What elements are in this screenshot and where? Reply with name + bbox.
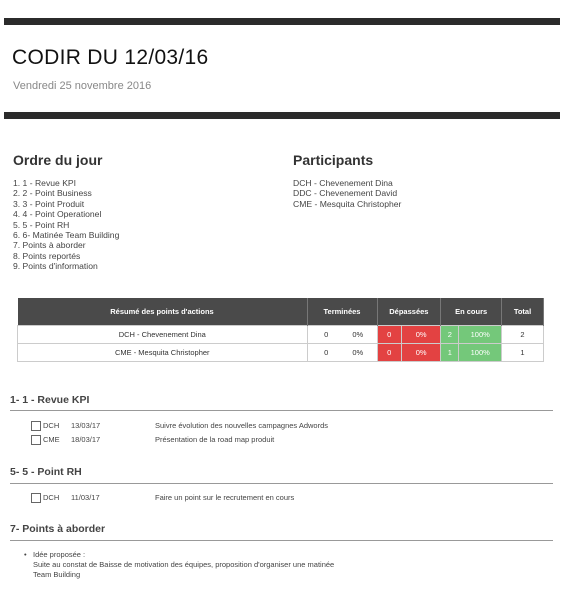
section-title: 5- 5 - Point RH bbox=[10, 466, 82, 478]
proposal-note bbox=[24, 550, 335, 580]
action-text: Faire un point sur le recrutement en cours bbox=[155, 493, 295, 502]
action-checkbox[interactable] bbox=[31, 493, 41, 503]
participant: DDC - Chevenement David bbox=[293, 188, 398, 199]
late-count: 0 bbox=[377, 344, 402, 362]
note-label: Idée proposée : bbox=[33, 550, 86, 559]
agenda-item: 5. 5 - Point RH bbox=[13, 219, 70, 230]
ongoing-pct: 100% bbox=[459, 344, 502, 362]
ongoing-pct: 100% bbox=[459, 326, 502, 344]
action-owner: CME bbox=[43, 435, 60, 444]
agenda-heading: Ordre du jour bbox=[13, 152, 103, 168]
participants-heading: Participants bbox=[293, 152, 374, 168]
total-cell: 1 bbox=[502, 344, 544, 362]
action-date: 11/03/17 bbox=[71, 493, 100, 502]
late-pct: 0% bbox=[402, 344, 441, 362]
action-owner: DCH bbox=[43, 421, 60, 430]
total-cell: 2 bbox=[502, 326, 544, 344]
participant: CME - Mesquita Christopher bbox=[293, 198, 402, 209]
action-text: Suivre évolution des nouvelles campagnes Adwords bbox=[155, 421, 329, 430]
action-summary-table bbox=[17, 298, 544, 362]
summary-header: En cours bbox=[441, 298, 502, 326]
section-rule bbox=[10, 483, 553, 484]
action-date: 18/03/17 bbox=[71, 435, 101, 444]
agenda-item: 4. 4 - Point Operationel bbox=[13, 209, 102, 220]
action-checkbox[interactable] bbox=[31, 435, 41, 445]
agenda-item: 3. 3 - Point Produit bbox=[13, 198, 85, 209]
agenda-item: 9. Points d'information bbox=[13, 261, 98, 272]
top-divider bbox=[4, 18, 560, 25]
ongoing-count: 2 bbox=[441, 326, 459, 344]
note-line: Team Building bbox=[33, 570, 81, 579]
section-rule bbox=[10, 410, 553, 411]
row-name: DCH - Chevenement Dina bbox=[18, 326, 308, 344]
action-date: 13/03/17 bbox=[71, 421, 101, 430]
action-owner: DCH bbox=[43, 493, 60, 502]
row-name: CME - Mesquita Christopher bbox=[18, 344, 308, 362]
late-count: 0 bbox=[377, 326, 402, 344]
section-title: 1- 1 - Revue KPI bbox=[10, 394, 90, 406]
late-pct: 0% bbox=[402, 326, 441, 344]
agenda-item: 1. 1 - Revue KPI bbox=[13, 178, 77, 188]
done-cell: 0 0% bbox=[307, 326, 377, 344]
agenda-list bbox=[13, 178, 119, 272]
agenda-item: 8. Points reportés bbox=[13, 250, 81, 261]
bullet-icon: • bbox=[24, 550, 27, 559]
action-text: Présentation de la road map produit bbox=[155, 435, 275, 444]
table-row bbox=[18, 326, 544, 344]
agenda-item: 6. 6- Matinée Team Building bbox=[13, 230, 120, 241]
summary-header: Terminées bbox=[307, 298, 377, 326]
header-divider bbox=[4, 112, 560, 119]
ongoing-count: 1 bbox=[441, 344, 459, 362]
participant: DCH - Chevenement Dina bbox=[293, 178, 393, 188]
done-cell: 0 0% bbox=[307, 344, 377, 362]
participants-list bbox=[293, 178, 401, 209]
summary-header: Résumé des points d'actions bbox=[18, 298, 308, 326]
summary-header: Total bbox=[502, 298, 544, 326]
agenda-item: 2. 2 - Point Business bbox=[13, 188, 92, 199]
action-checkbox[interactable] bbox=[31, 421, 41, 431]
section-rule bbox=[10, 540, 553, 541]
meeting-date: Vendredi 25 novembre 2016 bbox=[13, 80, 152, 92]
table-row bbox=[18, 344, 544, 362]
agenda-item: 7. Points à aborder bbox=[13, 240, 86, 251]
page-title: CODIR DU 12/03/16 bbox=[12, 46, 209, 69]
summary-header: Dépassées bbox=[377, 298, 441, 326]
section-title: 7- Points à aborder bbox=[10, 523, 106, 535]
note-line: Suite au constat de Baisse de motivation des équipes, proposition d'organiser une matinée bbox=[33, 560, 335, 569]
